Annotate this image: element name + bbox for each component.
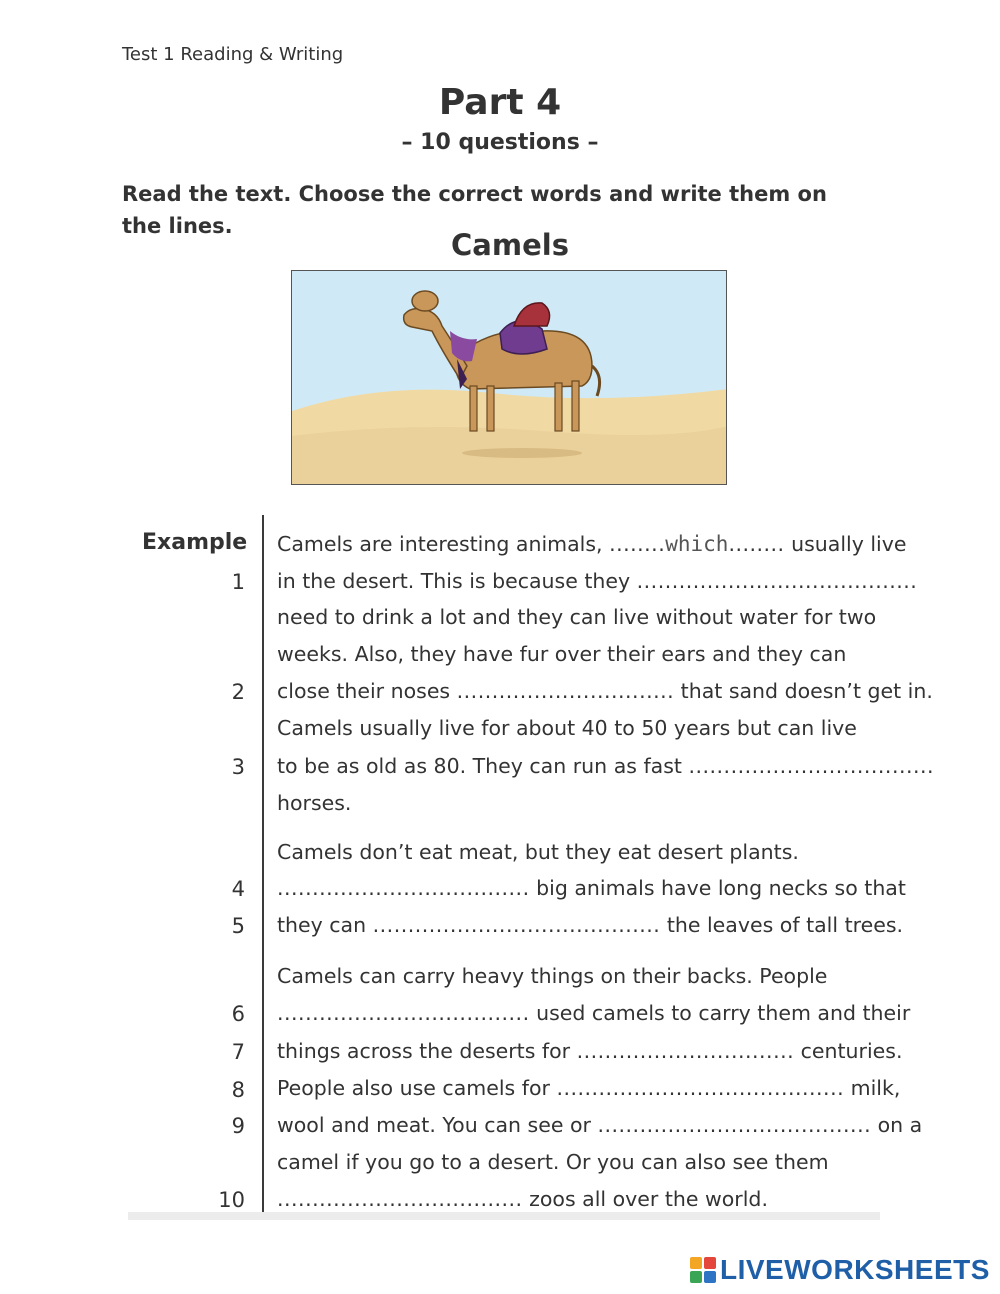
answer-blank-4[interactable]: .................................... xyxy=(277,876,530,900)
text-line: ................................... zoos all over the world. xyxy=(277,1187,768,1211)
text-line: Camels don’t eat meat, but they eat desert plants. xyxy=(277,840,799,864)
answer-blank-2[interactable]: ............................... xyxy=(456,679,675,703)
brand-name: LIVEWORKSHEETS xyxy=(720,1254,990,1285)
question-number: 2 xyxy=(231,680,245,704)
instructions: Read the text. Choose the correct words and write them on the lines. xyxy=(122,182,827,238)
question-number: 7 xyxy=(231,1040,245,1064)
margin-rule xyxy=(262,515,264,1215)
answer-blank-5[interactable]: ......................................... xyxy=(372,913,661,937)
answer-blank-3[interactable]: ................................... xyxy=(688,754,935,778)
text-line: things across the deserts for ............................... centuries. xyxy=(277,1039,903,1063)
liveworksheets-logo[interactable] xyxy=(690,1254,990,1286)
text-line: close their noses ............................... that sand doesn’t get in. xyxy=(277,679,933,703)
camel-illustration xyxy=(291,270,727,485)
question-number: 8 xyxy=(231,1078,245,1102)
test-label: Test 1 Reading & Writing xyxy=(122,44,344,65)
text-line: wool and meat. You can see or ....................................... on a xyxy=(277,1113,923,1137)
text-line: in the desert. This is because they ........................................ xyxy=(277,569,918,593)
answer-blank-10[interactable]: ................................... xyxy=(277,1187,523,1211)
question-number: 4 xyxy=(231,877,245,901)
question-number: 10 xyxy=(218,1188,245,1212)
text-line: Camels usually live for about 40 to 50 years but can live xyxy=(277,716,857,740)
part-subtitle: – 10 questions – xyxy=(401,130,599,155)
text-line: .................................... used camels to carry them and their xyxy=(277,1001,911,1025)
article-title: Camels xyxy=(451,228,569,262)
bottom-divider xyxy=(128,1212,880,1220)
text-line-example: Camels are interesting animals, ........which........ usually live xyxy=(277,532,907,556)
answer-blank-1[interactable]: ........................................ xyxy=(636,569,918,593)
text-line: horses. xyxy=(277,791,352,815)
text-line: weeks. Also, they have fur over their ears and they can xyxy=(277,642,847,666)
text-line: .................................... big animals have long necks so that xyxy=(277,876,906,900)
question-number: 1 xyxy=(231,570,245,594)
liveworksheets-icon xyxy=(690,1257,716,1283)
question-number: 6 xyxy=(231,1002,245,1026)
question-number: 5 xyxy=(231,914,245,938)
answer-blank-8[interactable]: ......................................... xyxy=(556,1076,845,1100)
text-line: People also use camels for ......................................... milk, xyxy=(277,1076,901,1100)
text-line: camel if you go to a desert. Or you can also see them xyxy=(277,1150,829,1174)
part-title: Part 4 xyxy=(438,82,562,123)
answer-blank-7[interactable]: ............................... xyxy=(576,1039,795,1063)
question-number: 3 xyxy=(231,755,245,779)
text-line: need to drink a lot and they can live without water for two xyxy=(277,605,877,629)
question-number: 9 xyxy=(231,1114,245,1138)
text-line: to be as old as 80. They can run as fast ................................... xyxy=(277,754,935,778)
answer-blank-9[interactable]: ....................................... xyxy=(597,1113,872,1137)
text-line: Camels can carry heavy things on their backs. People xyxy=(277,964,828,988)
example-answer: which xyxy=(665,532,729,556)
text-line: they can ......................................... the leaves of tall trees. xyxy=(277,913,904,937)
answer-blank-6[interactable]: .................................... xyxy=(277,1001,530,1025)
example-label: Example xyxy=(142,530,248,555)
